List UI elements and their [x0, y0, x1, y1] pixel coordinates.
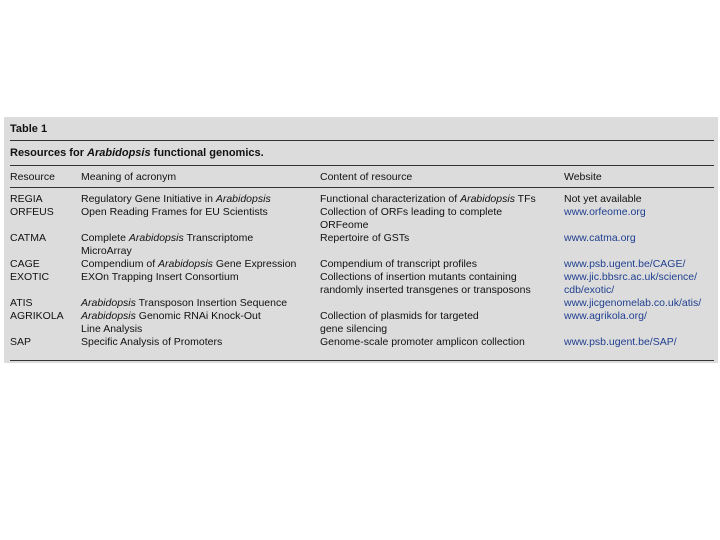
resource-content-segment: ORFeome: [320, 218, 369, 231]
table-label: Table 1: [10, 123, 48, 135]
acronym-meaning-segment: Open Reading Frames for EU Scientists: [81, 206, 268, 218]
website-link[interactable]: www.jicgenomelab.co.uk/atis/: [564, 297, 702, 309]
header-content: Content of resource: [320, 171, 413, 183]
acronym-meaning: [81, 271, 239, 284]
acronym-meaning-segment: Arabidopsis: [81, 297, 136, 309]
resource-content: [320, 271, 517, 284]
acronym-meaning-segment: Transposon Insertion Sequence: [135, 297, 288, 309]
resource-content-segment: Collection of plasmids for targeted: [320, 310, 479, 322]
acronym-meaning-segment: Specific Analysis of Promoters: [81, 336, 223, 348]
resource-name: CAGE: [10, 258, 40, 270]
resource-content: [320, 206, 502, 219]
acronym-meaning-segment: Complete: [81, 232, 129, 244]
caption-italic: Arabidopsis: [87, 147, 151, 159]
resource-name: EXOTIC: [10, 271, 50, 283]
resource-content-segment: randomly inserted transgenes or transposons: [320, 283, 531, 296]
resource-name: SAP: [10, 336, 32, 348]
header-rule: [10, 187, 714, 188]
website-link[interactable]: www.psb.ugent.be/CAGE/: [564, 258, 686, 270]
website-link[interactable]: www.orfeome.org: [564, 206, 646, 218]
resource-content: [320, 284, 531, 297]
resource-content-segment: Functional characterization of: [320, 193, 461, 205]
acronym-meaning: [81, 232, 253, 245]
acronym-meaning-segment: Line Analysis: [81, 322, 143, 335]
acronym-meaning-segment: Arabidopsis: [81, 310, 136, 322]
resource-name: ATIS: [10, 297, 33, 309]
acronym-meaning: [81, 193, 271, 206]
resource-name: ORFEUS: [10, 206, 54, 218]
website-link[interactable]: www.agrikola.org/: [564, 310, 647, 322]
caption-rule: [10, 165, 714, 166]
acronym-meaning-segment: Transcriptome: [183, 232, 254, 244]
website-link[interactable]: www.psb.ugent.be/SAP/: [564, 336, 677, 348]
resource-content-segment: Arabidopsis: [460, 193, 515, 205]
bottom-rule: [10, 360, 714, 361]
acronym-meaning-segment: Genomic RNAi Knock-Out: [135, 310, 261, 322]
resource-content-segment: Collection of ORFs leading to complete: [320, 206, 503, 218]
acronym-meaning-segment: EXOn Trapping Insert Consortium: [81, 271, 239, 283]
resource-content: [320, 336, 525, 349]
resource-content-segment: TFs: [514, 193, 536, 205]
header-meaning: Meaning of acronym: [81, 171, 177, 183]
header-row: [4, 171, 718, 185]
table-panel: [4, 117, 718, 363]
website-link[interactable]: www.catma.org: [564, 232, 636, 244]
acronym-meaning-segment: Compendium of: [81, 258, 159, 270]
website-link[interactable]: www.jic.bbsrc.ac.uk/science/: [564, 271, 698, 283]
resource-name: REGIA: [10, 193, 43, 205]
resource-content: [320, 310, 479, 323]
caption-suffix: functional genomics.: [150, 147, 264, 159]
acronym-meaning-segment: MicroArray: [81, 244, 132, 257]
acronym-meaning-segment: Arabidopsis: [158, 258, 213, 270]
acronym-meaning: [81, 206, 268, 219]
table-caption: [10, 147, 264, 159]
resource-content-segment: gene silencing: [320, 322, 388, 335]
resource-content: [320, 219, 368, 232]
acronym-meaning-segment: Regulatory Gene Initiative in: [81, 193, 216, 205]
header-website: Website: [564, 171, 602, 183]
acronym-meaning: [81, 310, 261, 323]
resource-content-segment: Compendium of transcript profiles: [320, 258, 477, 270]
header-resource: Resource: [10, 171, 55, 183]
resource-content: [320, 323, 387, 336]
resource-content-segment: Genome-scale promoter amplicon collection: [320, 336, 525, 348]
resource-content-segment: Repertoire of GSTs: [320, 232, 410, 244]
acronym-meaning-segment: Arabidopsis: [128, 232, 184, 244]
website-link[interactable]: cdb/exotic/: [564, 283, 615, 296]
resource-content-segment: Collections of insertion mutants containing: [320, 271, 517, 283]
top-rule: [10, 140, 714, 141]
acronym-meaning-segment: Gene Expression: [212, 258, 297, 270]
resource-content: [320, 258, 477, 271]
acronym-meaning: [81, 245, 132, 258]
resource-content: [320, 232, 409, 245]
resource-content: [320, 193, 536, 206]
resource-name: AGRIKOLA: [10, 310, 64, 322]
caption-prefix: Resources for: [10, 147, 88, 159]
acronym-meaning: [81, 297, 287, 310]
acronym-meaning: [81, 336, 222, 349]
acronym-meaning: [81, 323, 142, 336]
website-text: Not yet available: [564, 193, 642, 205]
resource-name: CATMA: [10, 232, 46, 244]
acronym-meaning: [81, 258, 296, 271]
acronym-meaning-segment: Arabidopsis: [215, 193, 271, 205]
